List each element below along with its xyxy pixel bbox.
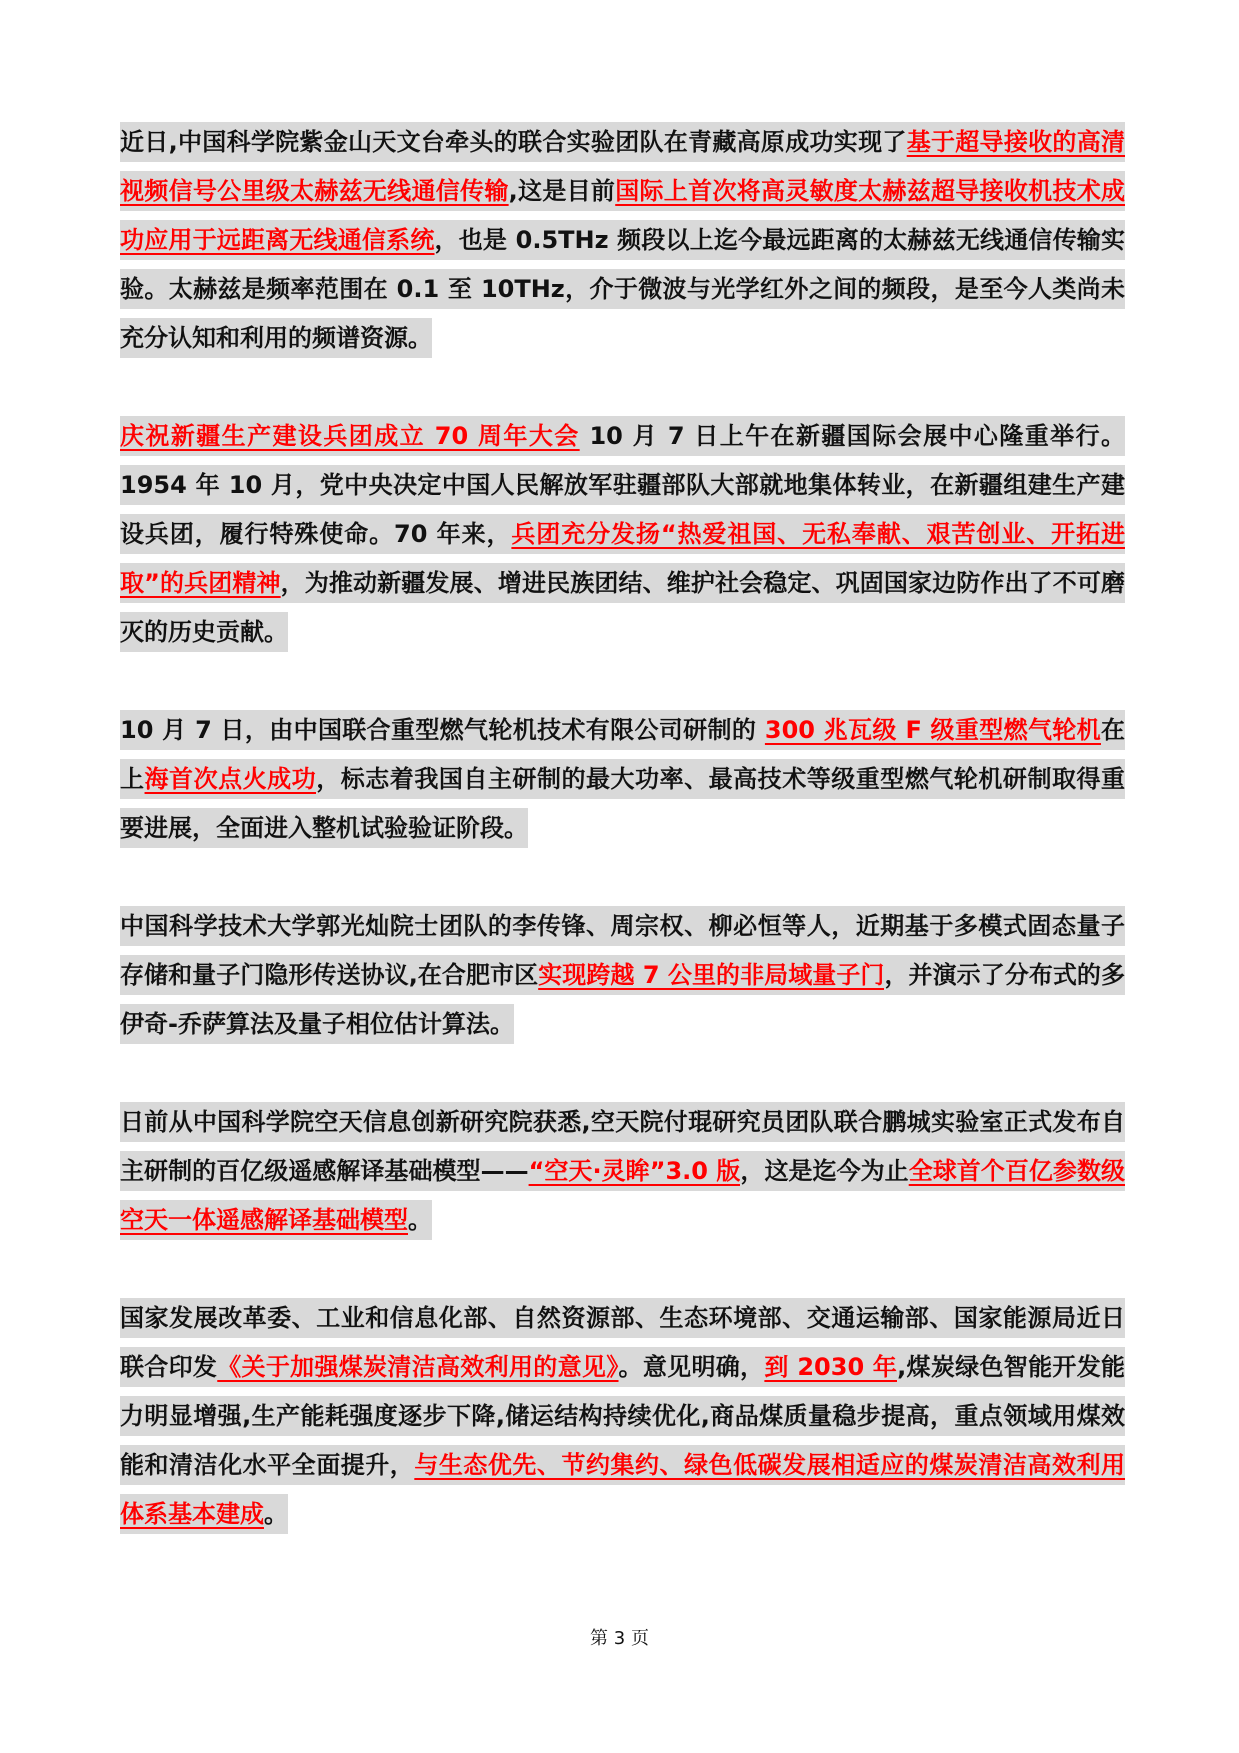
paragraph-text: 。 bbox=[264, 1494, 288, 1534]
paragraph-text: 。意见明确， bbox=[619, 1347, 765, 1387]
highlighted-phrase: 实现跨越 7 公里的非局域量子门 bbox=[538, 955, 884, 995]
paragraph-text: ，为推动新疆发展、增进民族团结、维护社会稳定、巩固国家边防作出了不可磨灭的历史贡献。 bbox=[120, 563, 1125, 652]
highlighted-phrase: 海首次点火成功 bbox=[145, 759, 317, 799]
paragraph-text: ，并演示了分布式的多伊奇-乔萨算法及量子相位估计算法。 bbox=[120, 955, 1125, 1044]
highlighted-phrase: 300 兆瓦级 F 级重型燃气轮机 bbox=[765, 710, 1101, 750]
paragraph-text: 。 bbox=[408, 1200, 432, 1240]
highlighted-phrase: “空天·灵眸”3.0 版 bbox=[529, 1151, 741, 1191]
paragraph-text: 10 月 7 日，由中国联合重型燃气轮机技术有限公司研制的 bbox=[120, 710, 765, 750]
paragraph-text: 中国科学技术大学郭光灿院士团队的李传锋、周宗权、柳必恒等人，近期基于多模式固态量子存储和量子门隐形传送协议,在合肥市区 bbox=[120, 906, 1125, 995]
paragraph-text: ，这是迄今为止 bbox=[740, 1151, 908, 1191]
highlighted-phrase: 与生态优先、节约集约、绿色低碳发展相适应的煤炭清洁高效利用体系基本建成 bbox=[120, 1445, 1125, 1534]
highlighted-phrase: 庆祝新疆生产建设兵团成立 70 周年大会 bbox=[120, 416, 580, 456]
news-paragraph bbox=[120, 118, 1125, 363]
paragraph-text: ,煤炭绿色智能开发能力明显增强,生产能耗强度逐步下降,储运结构持续优化,商品煤质量稳步提高，重点领域用煤效能和清洁化水平全面提升， bbox=[120, 1347, 1125, 1485]
highlighted-phrase: 到 2030 年 bbox=[764, 1347, 897, 1387]
paragraph-text: ,这是目前 bbox=[509, 171, 616, 211]
paragraph-text: ，也是 0.5THz 频段以上迄今最远距离的太赫兹无线通信传输实验。太赫兹是频率范围在 0.1 至 10THz，介于微波与光学红外之间的频段，是至今人类尚未充分认知和利用的频谱资源。 bbox=[120, 220, 1125, 358]
paragraph-text: 日前从中国科学院空天信息创新研究院获悉,空天院付琨研究员团队联合鹏城实验室正式发布自主研制的百亿级遥感解译基础模型—— bbox=[120, 1102, 1125, 1191]
news-paragraph bbox=[120, 706, 1125, 853]
news-paragraph bbox=[120, 902, 1125, 1049]
news-paragraph bbox=[120, 1294, 1125, 1539]
news-paragraph bbox=[120, 412, 1125, 657]
paragraph-text: 国家发展改革委、工业和信息化部、自然资源部、生态环境部、交通运输部、国家能源局近日联合印发 bbox=[120, 1298, 1125, 1387]
paragraph-text: 近日,中国科学院紫金山天文台牵头的联合实验团队在青藏高原成功实现了 bbox=[120, 122, 907, 162]
highlighted-phrase: 兵团充分发扬“热爱祖国、无私奉献、艰苦创业、开拓进取”的兵团精神 bbox=[120, 514, 1125, 603]
news-paragraph bbox=[120, 1098, 1125, 1245]
highlighted-phrase: 全球首个百亿参数级空天一体遥感解译基础模型 bbox=[120, 1151, 1125, 1240]
paragraph-text: 在上 bbox=[120, 710, 1125, 799]
highlighted-phrase: 国际上首次将高灵敏度太赫兹超导接收机技术成功应用于远距离无线通信系统 bbox=[120, 171, 1125, 260]
document-body bbox=[120, 118, 1125, 1588]
highlighted-phrase: 《关于加强煤炭清洁高效利用的意见》 bbox=[217, 1347, 618, 1387]
paragraph-text: ，标志着我国自主研制的最大功率、最高技术等级重型燃气轮机研制取得重要进展，全面进入整机试验验证阶段。 bbox=[120, 759, 1125, 848]
paragraph-text: 10 月 7 日上午在新疆国际会展中心隆重举行。1954 年 10 月，党中央决定中国人民解放军驻疆部队大部就地集体转业，在新疆组建生产建设兵团，履行特殊使命。70 年来， bbox=[120, 416, 1125, 554]
page-number: 第 3 页 bbox=[590, 1628, 649, 1649]
highlighted-phrase: 基于超导接收的高清视频信号公里级太赫兹无线通信传输 bbox=[120, 122, 1125, 211]
